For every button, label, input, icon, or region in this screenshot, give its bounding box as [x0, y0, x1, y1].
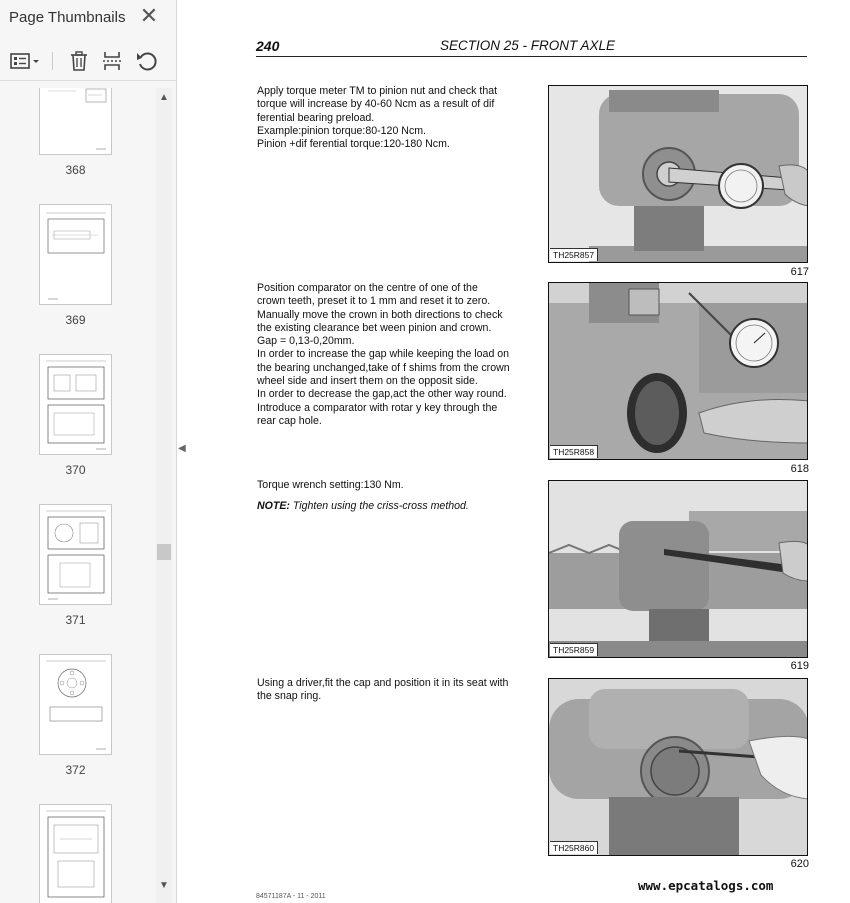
figure-number: 617: [790, 266, 809, 278]
scrollbar-thumb[interactable]: [157, 544, 171, 560]
thumbnail-label: 370: [65, 463, 86, 477]
instruction-text: [257, 282, 519, 428]
page-number: 240: [256, 38, 280, 54]
photo-code: TH25R857: [550, 248, 598, 261]
thumbnail-page[interactable]: [39, 654, 112, 755]
text-line: Pinion +dif ferential torque:120-180 Ncm.: [257, 138, 450, 151]
text-line: Torque wrench setting:130 Nm.: [257, 479, 404, 491]
photo-code: TH25R858: [550, 445, 598, 458]
thumbnail-page[interactable]: [39, 88, 112, 155]
collapse-panel-icon[interactable]: ◀: [178, 443, 186, 454]
thumbnail-label: 369: [65, 313, 86, 327]
text-line: In order to decrease the gap,act the other way round.: [257, 388, 507, 401]
text-line: In order to increase the gap while keeping the load on: [257, 348, 510, 361]
close-icon[interactable]: ✕: [139, 3, 159, 28]
note-label: NOTE:: [257, 500, 290, 513]
instruction-text: [257, 677, 519, 704]
instruction-text: [257, 479, 519, 514]
text-line: the bearing unchanged,take of f shims from the crown: [257, 361, 510, 374]
text-line: Gap = 0,13-0,20mm.: [257, 335, 355, 348]
thumbnail-page[interactable]: [39, 354, 112, 455]
figure-number: 619: [790, 660, 809, 672]
section-title: SECTION 25 - FRONT AXLE: [440, 38, 616, 53]
text-line: Position comparator on the centre of one of the: [257, 282, 478, 294]
photo-code: TH25R860: [550, 841, 598, 854]
photo-torque-meter: [548, 85, 808, 263]
photo-cap-fitting: [548, 678, 808, 856]
photo-code: TH25R859: [550, 643, 598, 656]
toolbar-divider: [52, 52, 53, 70]
thumbnail-page[interactable]: [39, 204, 112, 305]
panel-title: Page Thumbnails: [9, 9, 126, 26]
text-line: rear cap hole.: [257, 414, 322, 427]
thumbnails-panel: [0, 0, 177, 903]
thumbnail-scrollbar[interactable]: [156, 88, 172, 903]
scroll-down-icon[interactable]: ▼: [159, 880, 169, 891]
thumbnail-page[interactable]: [39, 804, 112, 903]
text-line: the existing clearance bet ween pinion and crown.: [257, 321, 492, 334]
document-page: [192, 0, 850, 903]
note-line: [257, 500, 519, 513]
scroll-up-icon[interactable]: ▲: [159, 92, 169, 103]
text-line: Using a driver,fit the cap and position it in its seat with: [257, 677, 509, 689]
footer-text: 84571187A - 11 - 2011: [256, 893, 326, 900]
photo-comparator: [548, 282, 808, 460]
text-line: Manually move the crown in both directions to check: [257, 308, 503, 321]
thumbnail-options-icon[interactable]: [10, 50, 42, 72]
text-line: wheel side and insert them on the opposit side.: [257, 375, 478, 388]
thumbnail-toolbar: [0, 42, 176, 81]
thumbnail-label: 368: [65, 163, 86, 177]
trash-icon[interactable]: [68, 50, 90, 72]
rotate-icon[interactable]: [135, 50, 159, 72]
figure-number: 618: [790, 463, 809, 475]
text-line: Apply torque meter TM to pinion nut and check that: [257, 85, 498, 97]
thumbnail-label: 372: [65, 763, 86, 777]
text-line: Introduce a comparator with rotar y key through the: [257, 401, 498, 414]
text-line: torque will increase by 40-60 Ncm as a result of dif: [257, 98, 495, 111]
figure-number: 620: [790, 858, 809, 870]
text-line: crown teeth, preset it to 1 mm and reset it to zero.: [257, 295, 491, 308]
instruction-text: [257, 85, 519, 151]
thumbnail-label: 371: [65, 613, 86, 627]
thumbnail-list: [0, 88, 156, 903]
photo-torque-wrench: [548, 480, 808, 658]
header-rule: [256, 56, 807, 57]
watermark-text: www.epcatalogs.com: [638, 878, 774, 893]
text-line: Example:pinion torque:80-120 Ncm.: [257, 124, 427, 137]
thumbnail-page[interactable]: [39, 504, 112, 605]
text-line: ferential bearing preload.: [257, 111, 375, 124]
note-text: Tighten using the criss-cross method.: [292, 500, 469, 513]
text-line: the snap ring.: [257, 690, 322, 703]
extract-pages-icon[interactable]: [101, 50, 123, 72]
